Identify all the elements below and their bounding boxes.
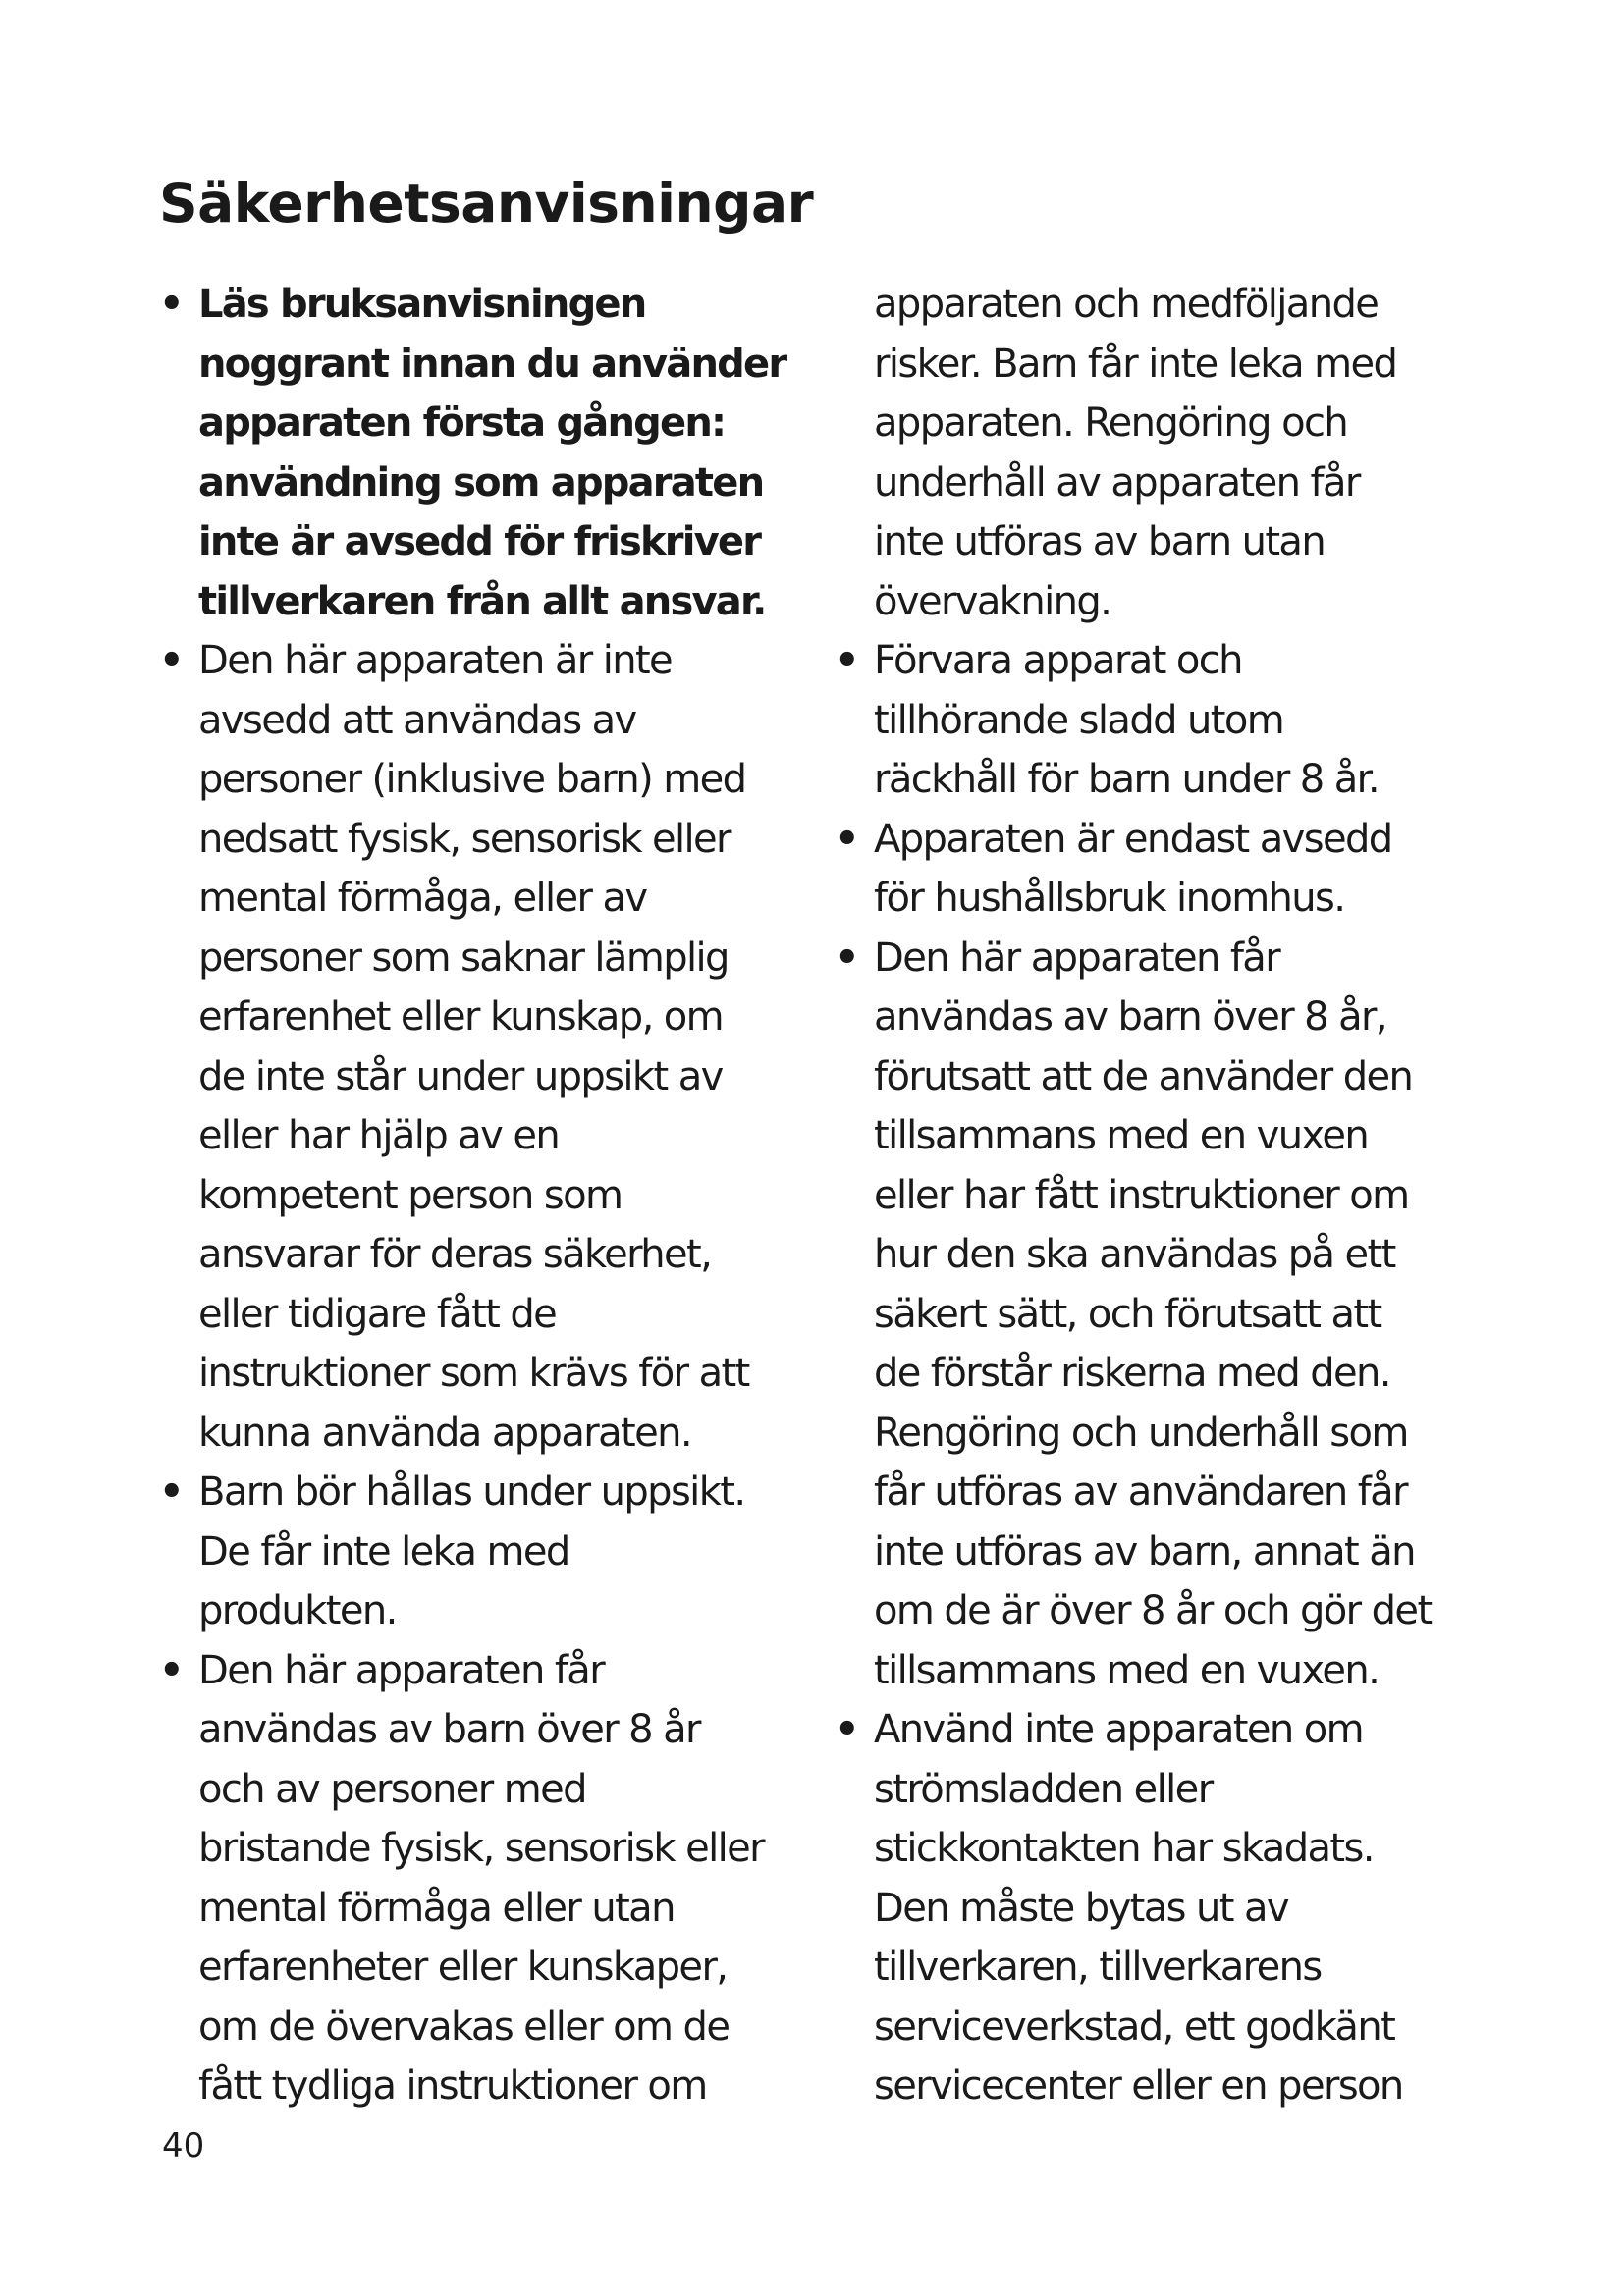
bullet-icon: • [159,1647,183,1693]
line-text: användas av barn över 8 år [198,1707,700,1752]
line-text: tillsammans med en vuxen. [874,1647,1380,1693]
line-text: Använd inte apparaten om [874,1707,1363,1752]
text-line [159,335,832,395]
text-line [159,1938,832,1998]
line-text: övervakning. [874,578,1111,624]
line-text: inte utföras av barn utan [874,519,1326,564]
bullet-line [835,929,1507,988]
line-text: förutsatt att de använder den [874,1053,1413,1099]
bullet-line [159,1463,832,1522]
line-text: stickkontakten har skadats. [874,1826,1374,1871]
text-line [159,1998,832,2057]
text-line [835,691,1507,751]
line-text: hur den ska användas på ett [874,1232,1395,1277]
text-line [159,1225,832,1285]
bullet-icon: • [159,282,183,327]
text-line [835,512,1507,572]
line-text: apparaten och medföljande [874,282,1379,327]
line-text: Apparaten är endast avsedd [874,816,1392,862]
line-text: personer som saknar lämplig [198,934,729,981]
text-line [159,1879,832,1939]
text-line [159,1522,832,1582]
text-line [835,1404,1507,1464]
text-line [835,1998,1507,2057]
line-text: servicecenter eller en person [874,2063,1403,2109]
line-text: och av personer med [198,1766,586,1812]
bullet-line [835,1700,1507,1760]
text-line [835,1166,1507,1226]
line-text: eller tidigare fått de [198,1291,557,1337]
text-line [835,1463,1507,1522]
text-line [159,1106,832,1166]
text-line [835,1641,1507,1701]
line-text: de inte står under uppsikt av [198,1053,723,1099]
line-text: tillverkaren från allt ansvar. [198,578,766,624]
text-line [835,1879,1507,1939]
line-text: eller har fått instruktioner om [874,1172,1409,1218]
page-title: Säkerhetsanvisningar [159,172,814,235]
line-text: mental förmåga, eller av [198,876,647,921]
bullet-icon: • [835,934,858,981]
line-text: säkert sätt, och förutsatt att [874,1291,1381,1337]
text-line [835,2056,1507,2116]
bullet-line [835,631,1507,691]
page-number: 40 [162,2126,205,2165]
text-line [159,512,832,572]
bullet-line [159,275,832,335]
text-line [159,1760,832,1820]
text-line [159,1404,832,1464]
line-text: strömsladden eller [874,1766,1213,1812]
line-text: får utföras av användaren får [874,1469,1407,1515]
text-line [835,454,1507,513]
line-text: räckhåll för barn under 8 år. [874,757,1379,802]
bullet-icon: • [835,638,858,683]
bullet-line [159,631,832,691]
text-line [835,1760,1507,1820]
text-line [835,750,1507,810]
line-text: tillverkaren, tillverkarens [874,1945,1322,1990]
text-line [159,394,832,454]
text-line [835,394,1507,454]
line-text: eller har hjälp av en [198,1113,560,1158]
text-line [159,1581,832,1641]
line-text: tillhörande sladd utom [874,697,1284,743]
line-text: användning som apparaten [198,459,764,506]
text-line [835,1225,1507,1285]
line-text: underhåll av apparaten får [874,459,1360,506]
line-text: fått tydliga instruktioner om [198,2063,707,2109]
line-text: Den här apparaten får [874,934,1280,981]
text-line [835,1047,1507,1107]
text-line [835,1344,1507,1404]
text-line [835,335,1507,395]
text-line [159,691,832,751]
line-text: instruktioner som krävs för att [198,1351,749,1396]
line-text: erfarenhet eller kunskap, om [198,994,724,1040]
line-text: för hushållsbruk inomhus. [874,876,1345,921]
line-text: ansvarar för deras säkerhet, [198,1232,712,1277]
line-text: serviceverkstad, ett godkänt [874,2003,1395,2050]
right-column [835,275,1507,2116]
text-line [159,572,832,632]
bullet-icon: • [835,1707,858,1752]
line-text: Förvara apparat och [874,638,1242,683]
line-text: bristande fysisk, sensorisk eller [198,1826,764,1871]
text-line [159,1166,832,1226]
line-text: noggrant innan du använder [198,341,786,387]
text-line [835,572,1507,632]
text-line [159,1047,832,1107]
text-line [835,275,1507,335]
line-text: Den här apparaten får [198,1647,605,1693]
text-line [835,1522,1507,1582]
bullet-line [835,810,1507,870]
text-line [159,929,832,988]
text-line [159,1819,832,1879]
line-text: kompetent person som [198,1172,623,1218]
text-line [835,988,1507,1047]
line-text: De får inte leka med [198,1528,569,1575]
line-text: risker. Barn får inte leka med [874,341,1397,387]
line-text: användas av barn över 8 år, [874,994,1387,1040]
line-text: Barn bör hållas under uppsikt. [198,1469,745,1515]
text-line [159,454,832,513]
left-column [159,275,832,2116]
line-text: kunna använda apparaten. [198,1410,691,1456]
text-line [159,988,832,1047]
line-text: apparaten. Rengöring och [874,400,1348,446]
line-text: nedsatt fysisk, sensorisk eller [198,816,731,862]
line-text: personer (inklusive barn) med [198,757,746,802]
line-text: de förstår riskerna med den. [874,1351,1390,1396]
text-line [159,750,832,810]
line-text: Den här apparaten är inte [198,638,673,683]
line-text: tillsammans med en vuxen [874,1113,1369,1158]
line-text: erfarenheter eller kunskaper, [198,1945,728,1990]
text-line [159,1344,832,1404]
line-text: avsedd att användas av [198,697,636,743]
line-text: Rengöring och underhåll som [874,1410,1408,1456]
line-text: mental förmåga eller utan [198,1885,675,1931]
bullet-icon: • [159,638,183,683]
text-line [159,810,832,870]
text-line [835,1106,1507,1166]
text-line [835,1938,1507,1998]
text-line [159,1285,832,1345]
line-text: Läs bruksanvisningen [198,282,646,327]
text-line [835,1819,1507,1879]
bullet-icon: • [835,816,858,862]
bullet-line [159,1641,832,1701]
line-text: om de är över 8 år och gör det [874,1588,1432,1633]
bullet-icon: • [159,1469,183,1515]
text-line [835,869,1507,929]
text-line [159,2056,832,2116]
line-text: inte utföras av barn, annat än [874,1528,1415,1575]
text-line [835,1581,1507,1641]
line-text: om de övervakas eller om de [198,2003,730,2050]
text-line [159,1700,832,1760]
text-line [159,869,832,929]
line-text: apparaten första gången: [198,400,726,446]
text-line [835,1285,1507,1345]
line-text: produkten. [198,1588,397,1633]
line-text: Den måste bytas ut av [874,1885,1288,1931]
line-text: inte är avsedd för friskriver [198,519,761,564]
